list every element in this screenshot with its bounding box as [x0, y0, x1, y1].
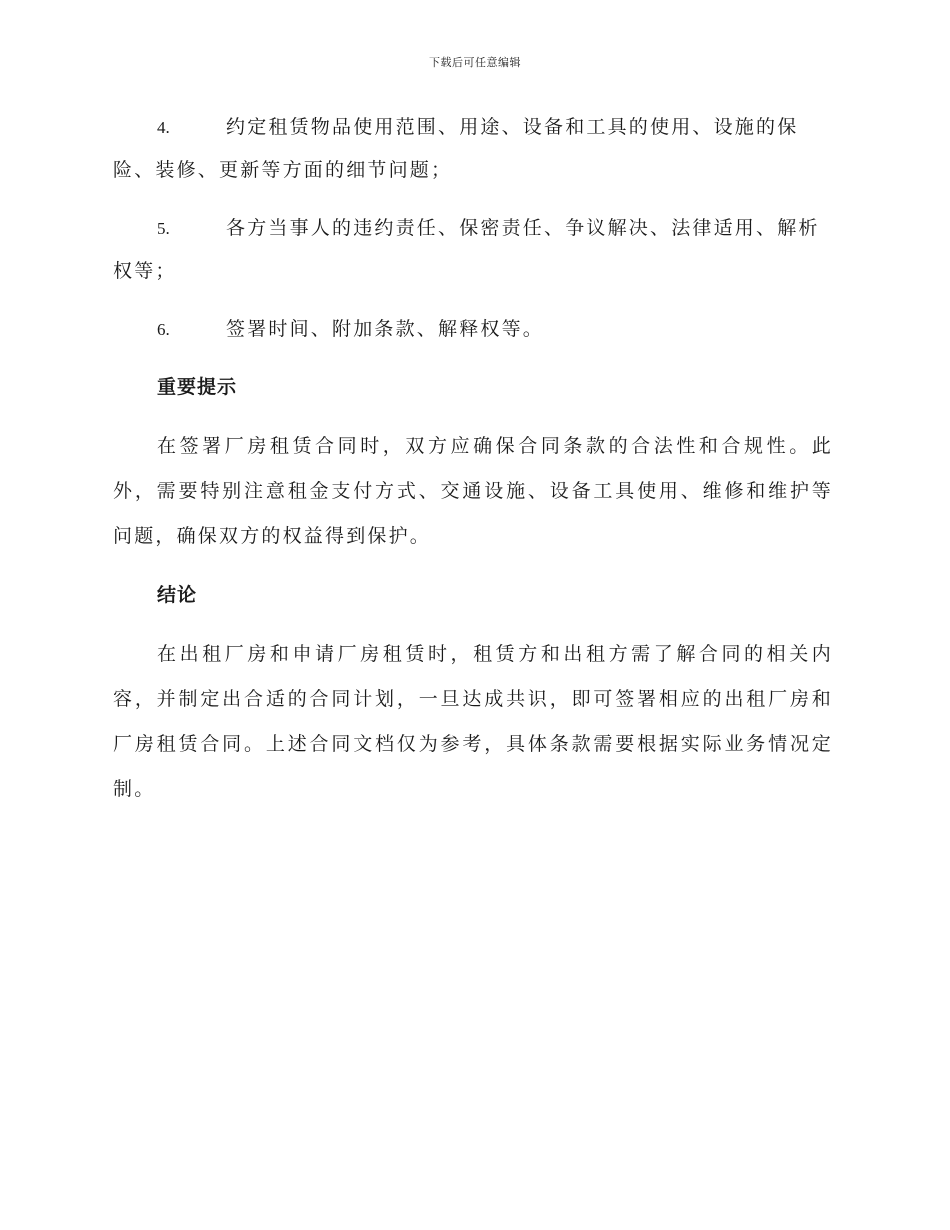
section-paragraph-important-notice: 在签署厂房租赁合同时，双方应确保合同条款的合法性和合规性。此外，需要特别注意租金支付方式、交通设施、设备工具使用、维修和维护等问题，确保双方的权益得到保护。 [113, 435, 833, 547]
list-item-number: 4. [157, 118, 170, 137]
section-paragraph-conclusion: 在出租厂房和申请厂房租赁时，租赁方和出租方需了解合同的相关内容，并制定出合适的合同计划，一旦达成共识，即可签署相应的出租厂房和厂房租赁合同。上述合同文档仅为参考，具体条款需要根据实际业务情况定制。 [113, 643, 833, 800]
document-content [113, 106, 833, 827]
section-heading-important-notice: 重要提示 [157, 376, 238, 398]
list-item-6 [113, 308, 833, 351]
list-item-text: 各方当事人的违约责任、保密责任、争议解决、法律适用、解析权等； [113, 217, 820, 282]
page-header: 下载后可任意编辑 [429, 56, 521, 69]
list-item-number: 6. [157, 320, 170, 339]
list-item-number: 5. [157, 219, 170, 238]
list-item-4 [113, 106, 833, 192]
section-heading-conclusion: 结论 [157, 584, 198, 606]
list-item-5 [113, 207, 833, 293]
list-item-text: 约定租赁物品使用范围、用途、设备和工具的使用、设施的保险、装修、更新等方面的细节问题； [113, 116, 799, 181]
list-item-text: 签署时间、附加条款、解释权等。 [226, 318, 545, 340]
